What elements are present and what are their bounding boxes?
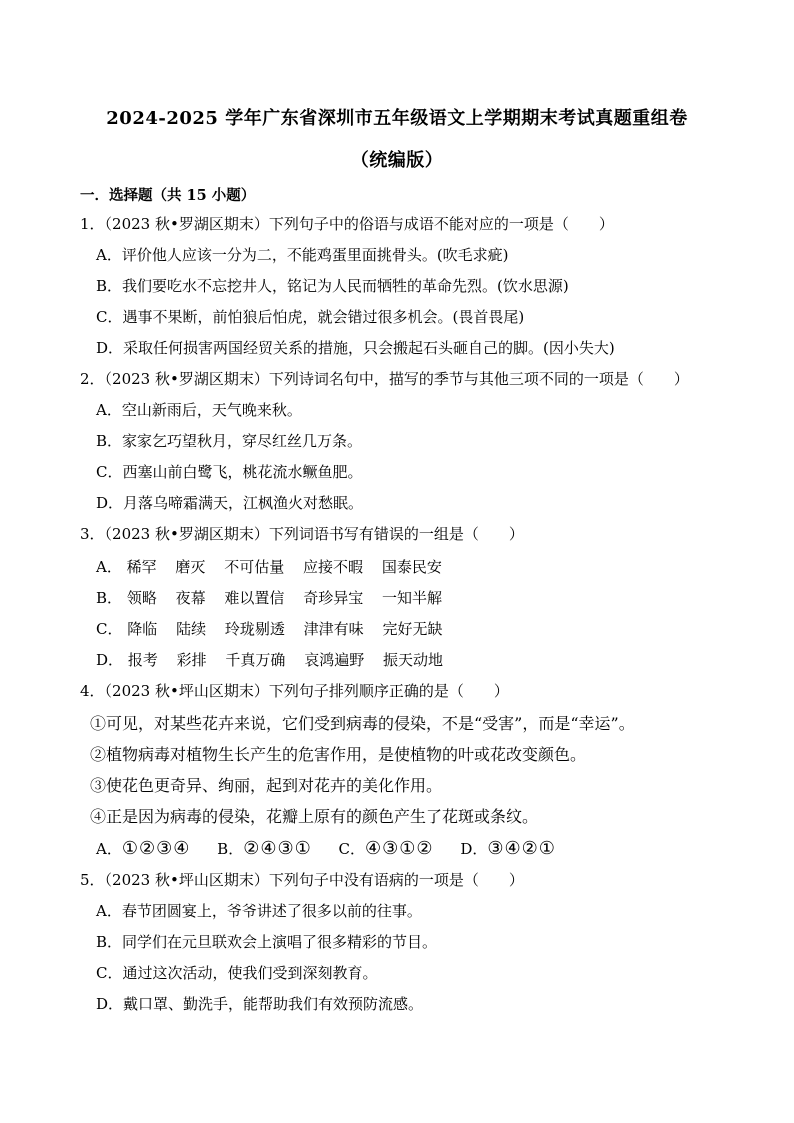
choice-b-answer: ②④③① [243,838,312,859]
question-2-stem: 2．（2023 秋•罗湖区期末）下列诗词名句中，描写的季节与其他三项不同的一项是（ ） [80,370,689,388]
section-heading: 一．选择题（共 15 小题） [80,187,256,204]
choice-c-label: C． [338,840,366,858]
question-4-sentence-1: ①可见，对某些花卉来说，它们受到病毒的侵染，不是“受害”，而是“幸运”。 [90,714,635,733]
question-1-option-a: A．评价他人应该一分为二，不能鸡蛋里面挑骨头。(吹毛求疵) [96,246,509,264]
question-5-option-a: A．春节团圆宴上，爷爷讲述了很多以前的往事。 [96,902,422,920]
question-2-option-b: B．家家乞巧望秋月，穿尽红丝几万条。 [96,432,363,450]
question-2-option-d: D．月落乌啼霜满天，江枫渔火对愁眠。 [96,494,364,512]
question-3-stem: 3．（2023 秋•罗湖区期末）下列词语书写有错误的一组是（ ） [80,525,524,543]
word: 夜幕 [175,589,206,607]
word: 领略 [126,589,157,607]
question-1-option-d: D．采取任何损害两国经贸关系的措施，只会搬起石头砸自己的脚。(因小失大) [96,339,615,357]
choice-a-answer: ①②③④ [121,838,191,859]
option-label: A． [96,558,122,576]
page-title: 2024-2025 学年广东省深圳市五年级语文上学期期末考试真题重组卷 [106,108,688,129]
question-5-option-b: B．同学们在元旦联欢会上演唱了很多精彩的节目。 [96,933,438,951]
word: 玲珑剔透 [224,620,285,638]
option-label: C． [96,620,123,638]
word: 不可估量 [224,558,285,576]
word: 津津有味 [303,620,364,638]
question-5-option-d: D．戴口罩、勤洗手，能帮助我们有效预防流感。 [96,995,424,1013]
choice-b-label: B． [217,840,244,858]
question-4-sentence-3: ③使花色更奇异、绚丽，起到对花卉的美化作用。 [90,776,443,795]
option-label: D． [96,651,124,669]
choice-a-label: A． [96,840,122,858]
question-2-option-a: A．空山新雨后，天气晚来秋。 [96,401,302,419]
question-5-option-c: C．通过这次活动，使我们受到深刻教育。 [96,964,378,982]
question-4-sentence-2: ②植物病毒对植物生长产生的危害作用，是使植物的叶或花改变颜色。 [90,745,587,764]
word: 彩排 [176,651,207,669]
question-5-stem: 5．（2023 秋•坪山区期末）下列句子中没有语病的一项是（ ） [80,871,524,889]
word: 降临 [127,620,158,638]
question-1-stem: 1．（2023 秋•罗湖区期末）下列句子中的俗语与成语不能对应的一项是（ ） [80,215,614,233]
choice-d-answer: ③④②① [487,838,556,859]
question-4-choices [96,839,578,859]
question-3-option-a [96,557,456,577]
question-1-option-c: C．遇事不果断，前怕狼后怕虎，就会错过很多机会。(畏首畏尾) [96,308,525,326]
question-4-stem: 4．（2023 秋•坪山区期末）下列句子排列顺序正确的是（ ） [80,682,509,700]
question-3-option-c [96,619,456,639]
question-1-option-b: B．我们要吃水不忘挖井人，铭记为人民而牺牲的革命先烈。(饮水思源) [96,277,569,295]
word: 奇珍异宝 [303,589,364,607]
word: 磨灭 [175,558,206,576]
word: 应接不暇 [303,558,364,576]
choice-d-label: D． [460,840,488,858]
word: 陆续 [176,620,207,638]
word: 难以置信 [224,589,285,607]
word: 国泰民安 [381,558,442,576]
word: 稀罕 [126,558,157,576]
page-subtitle: （统编版） [350,150,444,171]
question-3-option-b [96,588,456,608]
choice-c-answer: ④③①② [365,838,434,859]
word: 完好无缺 [382,620,443,638]
option-label: B． [96,589,123,607]
question-4-sentence-4: ④正是因为病毒的侵染，花瓣上原有的颜色产生了花斑或条纹。 [90,807,539,826]
word: 报考 [127,651,158,669]
word: 哀鸿遍野 [304,651,365,669]
word: 振天动地 [383,651,444,669]
question-2-option-c: C．西塞山前白鹭飞，桃花流水鳜鱼肥。 [96,463,363,481]
word: 千真万确 [225,651,286,669]
word: 一知半解 [382,589,443,607]
question-3-option-d [96,650,457,670]
